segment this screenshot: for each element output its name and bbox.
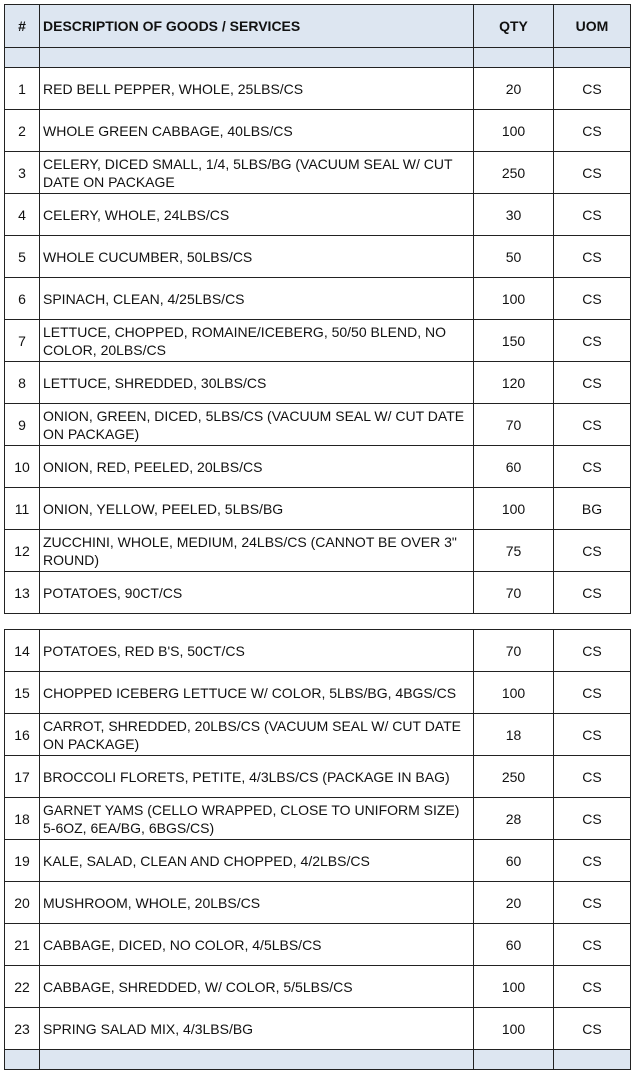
item-uom: CS: [554, 530, 631, 572]
item-qty: 20: [474, 68, 554, 110]
item-number: 8: [5, 362, 40, 404]
item-uom: CS: [554, 68, 631, 110]
table-row: [5, 714, 631, 756]
item-qty: 120: [474, 362, 554, 404]
item-uom: CS: [554, 362, 631, 404]
item-number: 15: [5, 672, 40, 714]
item-uom: CS: [554, 630, 631, 672]
header-number: #: [5, 5, 40, 48]
item-uom: CS: [554, 1008, 631, 1050]
item-uom: CS: [554, 798, 631, 840]
item-qty: 30: [474, 194, 554, 236]
item-uom: CS: [554, 446, 631, 488]
item-number: 19: [5, 840, 40, 882]
item-qty: 100: [474, 966, 554, 1008]
table-row: [5, 756, 631, 798]
table-row: [5, 68, 631, 110]
item-uom: CS: [554, 714, 631, 756]
item-qty: 70: [474, 572, 554, 614]
item-description: ZUCCHINI, WHOLE, MEDIUM, 24LBS/CS (CANNOT BE OVER 3" ROUND): [40, 530, 474, 572]
item-description: POTATOES, RED B'S, 50CT/CS: [40, 630, 474, 672]
item-number: 5: [5, 236, 40, 278]
item-description: CABBAGE, DICED, NO COLOR, 4/5LBS/CS: [40, 924, 474, 966]
item-description: KALE, SALAD, CLEAN AND CHOPPED, 4/2LBS/CS: [40, 840, 474, 882]
item-qty: 150: [474, 320, 554, 362]
item-description: CHOPPED ICEBERG LETTUCE W/ COLOR, 5LBS/BG, 4BGS/CS: [40, 672, 474, 714]
item-number: 12: [5, 530, 40, 572]
item-number: 14: [5, 630, 40, 672]
item-description: WHOLE GREEN CABBAGE, 40LBS/CS: [40, 110, 474, 152]
item-description: CARROT, SHREDDED, 20LBS/CS (VACUUM SEAL W/ CUT DATE ON PACKAGE): [40, 714, 474, 756]
table-row: [5, 630, 631, 672]
item-number: 11: [5, 488, 40, 530]
table-row: [5, 362, 631, 404]
header-spacer-row: [5, 48, 631, 68]
table-header-row: [5, 5, 631, 48]
item-number: 4: [5, 194, 40, 236]
item-number: 2: [5, 110, 40, 152]
table-row: [5, 966, 631, 1008]
item-uom: CS: [554, 236, 631, 278]
item-description: GARNET YAMS (CELLO WRAPPED, CLOSE TO UNIFORM SIZE) 5-6OZ, 6EA/BG, 6BGS/CS): [40, 798, 474, 840]
table-row: [5, 446, 631, 488]
item-qty: 100: [474, 1008, 554, 1050]
item-number: 16: [5, 714, 40, 756]
footer-spacer-row: [5, 1050, 631, 1070]
table-row: [5, 404, 631, 446]
item-qty: 70: [474, 630, 554, 672]
item-qty: 18: [474, 714, 554, 756]
table-row: [5, 152, 631, 194]
table-row: [5, 488, 631, 530]
item-number: 3: [5, 152, 40, 194]
item-number: 1: [5, 68, 40, 110]
item-uom: CS: [554, 840, 631, 882]
item-uom: CS: [554, 278, 631, 320]
item-number: 13: [5, 572, 40, 614]
item-qty: 250: [474, 152, 554, 194]
item-qty: 60: [474, 840, 554, 882]
item-description: SPRING SALAD MIX, 4/3LBS/BG: [40, 1008, 474, 1050]
item-qty: 100: [474, 110, 554, 152]
item-uom: CS: [554, 572, 631, 614]
table-row: [5, 672, 631, 714]
item-uom: CS: [554, 756, 631, 798]
item-description: ONION, GREEN, DICED, 5LBS/CS (VACUUM SEAL W/ CUT DATE ON PACKAGE): [40, 404, 474, 446]
item-description: LETTUCE, CHOPPED, ROMAINE/ICEBERG, 50/50 BLEND, NO COLOR, 20LBS/CS: [40, 320, 474, 362]
item-uom: CS: [554, 966, 631, 1008]
item-uom: CS: [554, 404, 631, 446]
item-uom: CS: [554, 672, 631, 714]
item-uom: BG: [554, 488, 631, 530]
table-row: [5, 110, 631, 152]
item-qty: 20: [474, 882, 554, 924]
table-row: [5, 194, 631, 236]
item-description: RED BELL PEPPER, WHOLE, 25LBS/CS: [40, 68, 474, 110]
item-description: CELERY, WHOLE, 24LBS/CS: [40, 194, 474, 236]
item-number: 7: [5, 320, 40, 362]
table-row: [5, 840, 631, 882]
item-number: 21: [5, 924, 40, 966]
item-uom: CS: [554, 152, 631, 194]
table-row: [5, 236, 631, 278]
item-qty: 100: [474, 672, 554, 714]
item-qty: 28: [474, 798, 554, 840]
item-qty: 60: [474, 446, 554, 488]
table-row: [5, 278, 631, 320]
table-row: [5, 530, 631, 572]
table-row: [5, 798, 631, 840]
item-description: ONION, RED, PEELED, 20LBS/CS: [40, 446, 474, 488]
item-description: CABBAGE, SHREDDED, W/ COLOR, 5/5LBS/CS: [40, 966, 474, 1008]
item-description: BROCCOLI FLORETS, PETITE, 4/3LBS/CS (PACKAGE IN BAG): [40, 756, 474, 798]
header-uom: UOM: [554, 5, 631, 48]
item-number: 22: [5, 966, 40, 1008]
table-row: [5, 924, 631, 966]
item-uom: CS: [554, 320, 631, 362]
item-description: POTATOES, 90CT/CS: [40, 572, 474, 614]
item-number: 10: [5, 446, 40, 488]
item-description: LETTUCE, SHREDDED, 30LBS/CS: [40, 362, 474, 404]
item-qty: 75: [474, 530, 554, 572]
item-number: 18: [5, 798, 40, 840]
item-uom: CS: [554, 924, 631, 966]
item-description: SPINACH, CLEAN, 4/25LBS/CS: [40, 278, 474, 320]
item-number: 17: [5, 756, 40, 798]
item-uom: CS: [554, 194, 631, 236]
table-row: [5, 1008, 631, 1050]
header-description: DESCRIPTION OF GOODS / SERVICES: [40, 5, 474, 48]
item-qty: 60: [474, 924, 554, 966]
item-uom: CS: [554, 882, 631, 924]
header-qty: QTY: [474, 5, 554, 48]
item-number: 9: [5, 404, 40, 446]
item-qty: 100: [474, 278, 554, 320]
item-qty: 70: [474, 404, 554, 446]
item-qty: 250: [474, 756, 554, 798]
table-row: [5, 572, 631, 614]
item-number: 6: [5, 278, 40, 320]
goods-table-page-1: [4, 4, 631, 614]
item-uom: CS: [554, 110, 631, 152]
item-description: CELERY, DICED SMALL, 1/4, 5LBS/BG (VACUUM SEAL W/ CUT DATE ON PACKAGE: [40, 152, 474, 194]
item-number: 23: [5, 1008, 40, 1050]
item-description: WHOLE CUCUMBER, 50LBS/CS: [40, 236, 474, 278]
item-description: MUSHROOM, WHOLE, 20LBS/CS: [40, 882, 474, 924]
item-qty: 50: [474, 236, 554, 278]
goods-table-page-2: [4, 629, 631, 1070]
item-description: ONION, YELLOW, PEELED, 5LBS/BG: [40, 488, 474, 530]
table-row: [5, 882, 631, 924]
item-number: 20: [5, 882, 40, 924]
item-qty: 100: [474, 488, 554, 530]
table-row: [5, 320, 631, 362]
